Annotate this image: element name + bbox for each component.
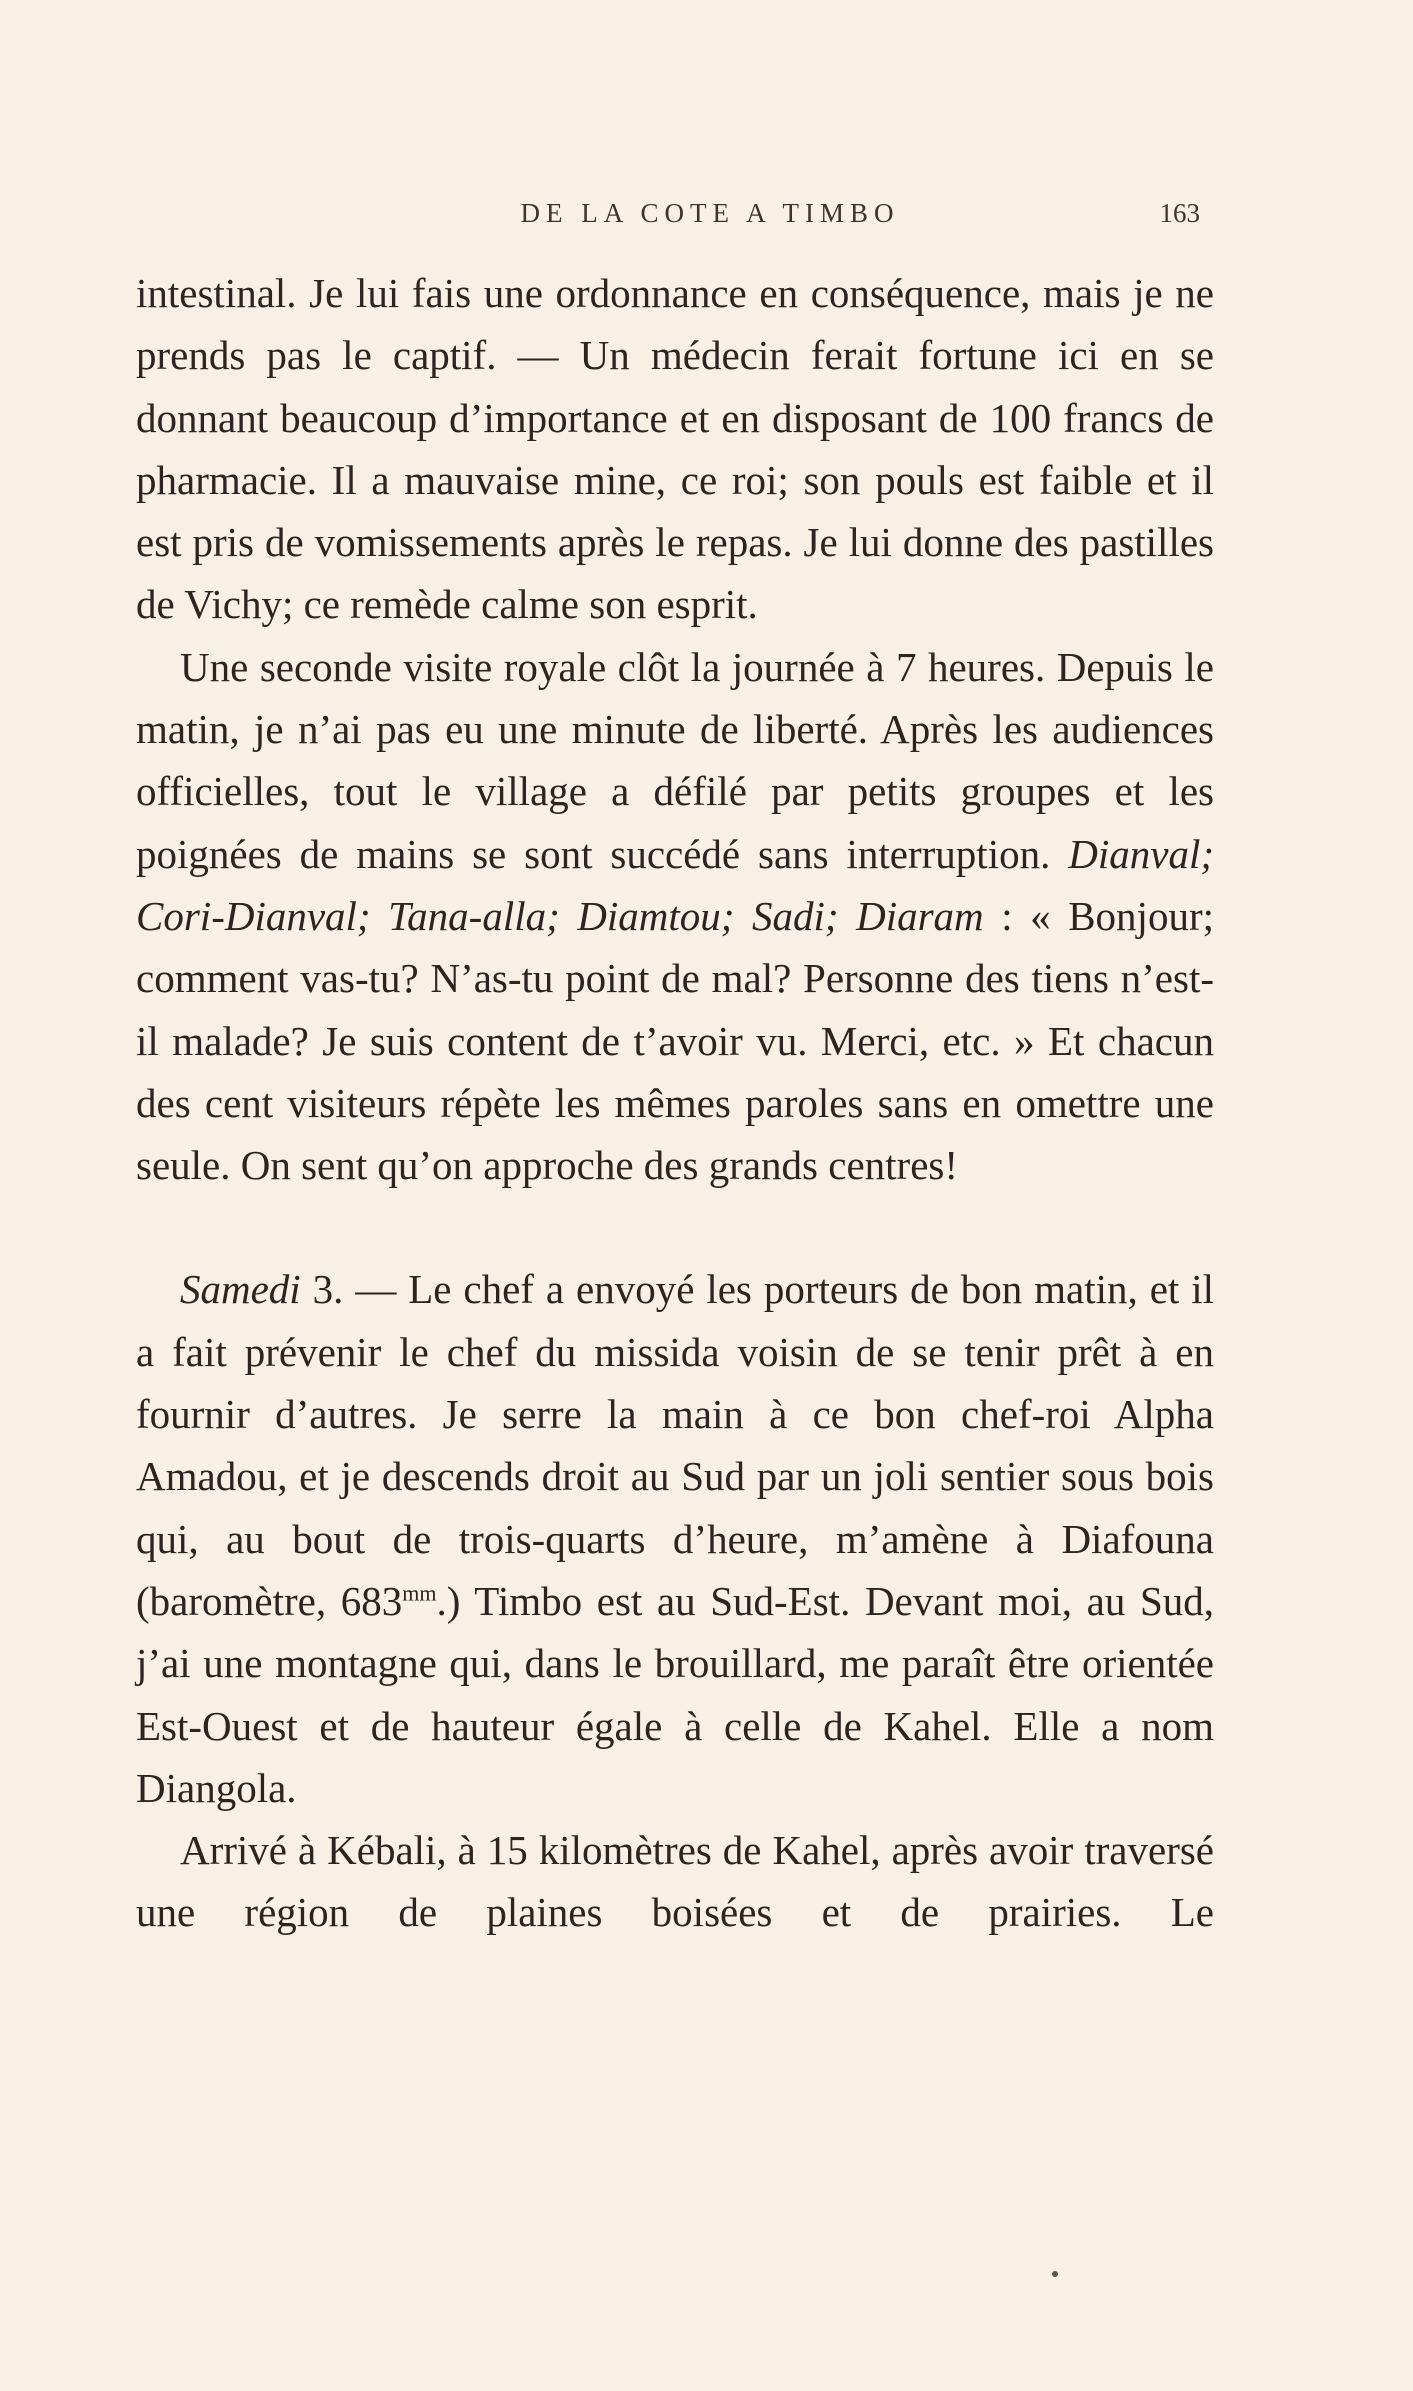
paragraph-2-end: : « Bonjour; comment vas-tu? N’as-tu point de mal? Personne des tiens n’est-il malade? Je suis content de t’avoir vu. Merci, etc. » Et chacun des cent visiteurs répète les mêmes paroles sans en omettre une seule. On sent qu’on approche des grands centres! bbox=[136, 892, 1214, 1189]
paragraph-3-text-a: 3. — Le chef a envoyé les porteurs de bon matin, et il a fait prévenir le chef du missida voisin de se tenir prêt à en fournir d’autres. Je serre la main à ce bon chef-roi Alpha Amadou, et je descends droit au Sud par un joli sentier sous bois qui, au bout de trois-quarts d’heure, m’amène à Diafouna (baromètre, 683 bbox=[136, 1266, 1214, 1624]
running-title: DE LA COTE A TIMBO bbox=[520, 198, 900, 228]
millimetre-unit: mm bbox=[402, 1580, 437, 1606]
body-text bbox=[136, 262, 1214, 1944]
paragraph-1: intestinal. Je lui fais une ordonnance en conséquence, mais je ne prends pas le captif. — Un médecin ferait fortune ici en se donnant beaucoup d’importance et en disposant de 100 francs de pharmacie. Il a mauvaise mine, ce roi; son pouls est faible et il est pris de vomissements après le repas. Je lui donne des pastilles de Vichy; ce remède calme son esprit. bbox=[136, 270, 1214, 628]
paragraph-3-text-b: .) Timbo est au Sud-Est. Devant moi, au Sud, j’ai une montagne qui, dans le brouillard, me paraît être orientée Est-Ouest et de hauteur égale à celle de Kahel. Elle a nom Diangola. bbox=[136, 1577, 1214, 1811]
ink-speck bbox=[1052, 2271, 1058, 2277]
paragraph-3 bbox=[136, 1258, 1214, 1819]
visitor-names: Dianval; Cori-Dianval; Tana-alla; Diamtou; Sadi; Diaram bbox=[136, 830, 1214, 939]
paragraph-4: Arrivé à Kébali, à 15 kilomètres de Kahel, après avoir traversé une région de plaines boisées et de prairies. Le bbox=[136, 1827, 1214, 1936]
page-number: 163 bbox=[1159, 198, 1200, 228]
paragraph-2-start: Une seconde visite royale clôt la journée à 7 heures. Depuis le matin, je n’ai pas eu une minute de liberté. Après les audiences officielles, tout le village a défilé par petits groupes et les poignées de mains se sont succédé sans interruption. bbox=[136, 643, 1214, 877]
day-heading: Samedi bbox=[180, 1266, 301, 1313]
section-gap bbox=[136, 1196, 1214, 1258]
paragraph-2 bbox=[136, 636, 1214, 1197]
